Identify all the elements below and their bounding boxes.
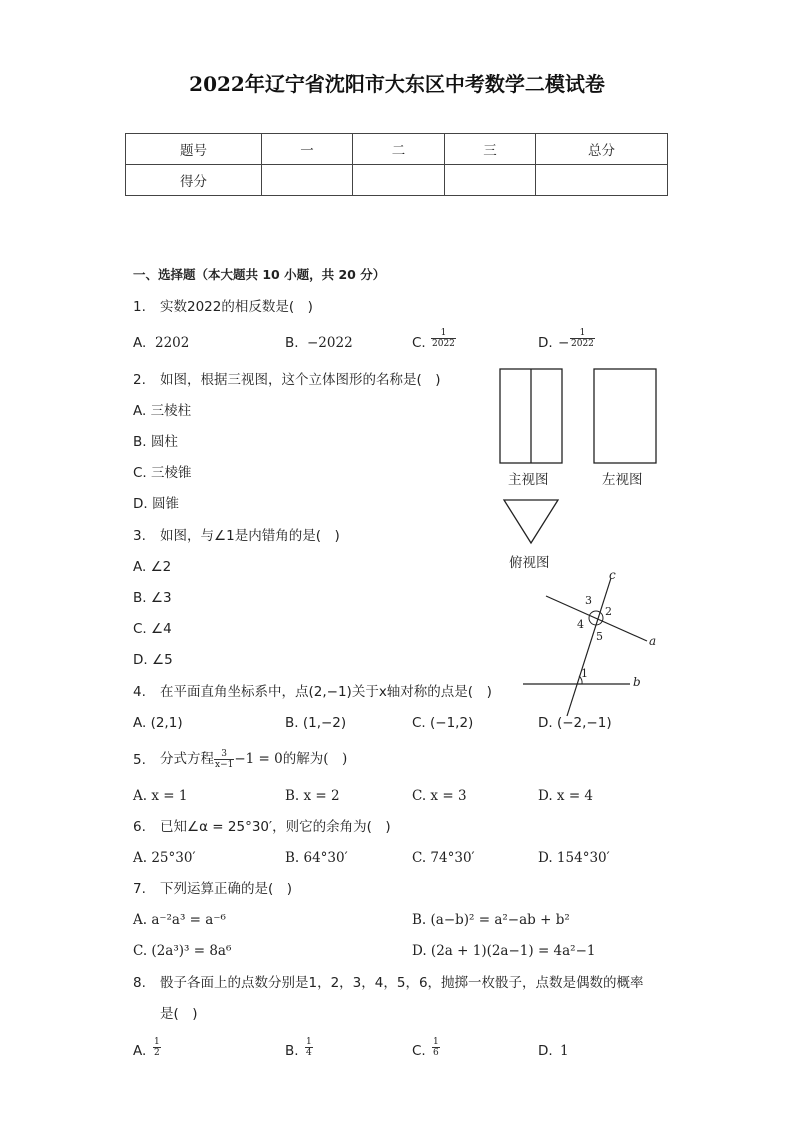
label-angle-3: 3 [585,594,592,607]
question-number: 2. [133,372,146,388]
question-stem-continued: 是( ) [160,1006,198,1022]
option: A. a⁻²a³ = a⁻⁶ [133,912,226,928]
option: C. 74°30′ [412,850,475,866]
option-value: 2202 [155,335,190,351]
option-label: C. [412,335,426,351]
option: C. x = 3 [412,788,467,804]
table-cell: 总分 [536,134,668,165]
page-title: 2022年辽宁省沈阳市大东区中考数学二模试卷 [189,72,605,96]
label-c: c [609,568,616,582]
fraction-numerator: 1 [433,1037,439,1047]
table-cell [353,165,445,196]
option: C. (2a³)³ = 8a⁶ [133,943,232,959]
option: C. 三棱锥 [133,465,192,481]
label-angle-5: 5 [596,630,603,643]
question-stem [160,745,347,773]
left-view-rect [594,369,656,463]
three-views-figure [495,365,665,545]
label-angle-1: 1 [581,667,588,680]
option: D. 圆锥 [133,496,179,512]
fraction-numerator: 1 [154,1037,160,1047]
fraction [153,1037,161,1058]
option: C. ∠4 [133,621,172,637]
option: B. 圆柱 [133,434,178,450]
option: D. 154°30′ [538,850,610,866]
option-label: B. [285,335,299,351]
table-row [126,134,668,165]
question-number: 1. [133,299,146,315]
angle-lines-figure [515,568,665,718]
fraction-numerator: 3 [214,749,234,760]
fraction-denominator: x−1 [215,759,234,770]
question-stem: 下列运算正确的是( ) [160,881,293,897]
fraction-denominator: 2022 [571,339,594,349]
question-stem: 实数2022的相反数是( ) [160,299,313,315]
fraction [570,328,595,349]
option: B. (1,−2) [285,715,347,731]
option: A. ∠2 [133,559,172,575]
option: A. 三棱柱 [133,403,192,419]
option-label: B. [285,1043,299,1059]
label-angle-2: 2 [605,605,612,618]
front-view-label: 主视图 [508,472,549,488]
option: D. (−2,−1) [538,715,612,731]
option: B. 64°30′ [285,850,348,866]
fraction [432,1037,440,1058]
option: A. (2,1) [133,715,183,731]
option: D. x = 4 [538,788,594,804]
fraction [431,328,456,349]
question-stem: 如图，根据三视图，这个立体图形的名称是( ) [160,372,441,388]
stem-text: 分式方程 [160,751,214,767]
top-view-triangle [504,500,558,543]
table-cell [262,165,353,196]
fraction-denominator: 2 [154,1048,160,1058]
left-view-label: 左视图 [602,472,643,488]
table-cell: 二 [353,134,445,165]
score-table [125,133,668,196]
question-number: 3. [133,528,146,544]
top-view-label: 俯视图 [509,555,550,571]
question-number: 5. [133,752,146,768]
question-number: 4. [133,684,146,700]
table-cell: 三 [445,134,536,165]
option: B. x = 2 [285,788,340,804]
option: C. (−1,2) [412,715,474,731]
question-number: 7. [133,881,146,897]
fraction [305,1037,313,1058]
option-label: A. [133,1043,147,1059]
stem-text: −1 = 0的解为( ) [234,751,348,767]
option-value: −2022 [307,335,353,351]
table-cell: 一 [262,134,353,165]
table-cell: 题号 [126,134,262,165]
question-stem: 已知∠α = 25°30′，则它的余角为( ) [160,819,391,835]
table-cell: 得分 [126,165,262,196]
fraction-denominator: 4 [306,1048,312,1058]
option: A. 25°30′ [133,850,196,866]
option-value: 1 [560,1043,569,1059]
option: A. x = 1 [133,788,188,804]
question-number: 8. [133,975,146,991]
question-stem: 如图，与∠1是内错角的是( ) [160,528,340,544]
table-cell [445,165,536,196]
option: D. ∠5 [133,652,173,668]
table-row [126,165,668,196]
option: B. (a−b)² = a²−ab + b² [412,912,570,928]
option: D. (2a + 1)(2a−1) = 4a²−1 [412,943,596,959]
question-stem: 骰子各面上的点数分别是1，2，3，4，5，6，抛掷一枚骰子，点数是偶数的概率 [160,975,644,991]
label-angle-4: 4 [577,618,584,631]
option-label: C. [412,1043,426,1059]
minus-sign: − [558,335,570,351]
fraction-denominator: 2022 [432,339,455,349]
label-b: b [633,675,641,689]
fraction-denominator: 6 [433,1048,439,1058]
question-number: 6. [133,819,146,835]
option-label: D. [538,1043,553,1059]
option-label: D. [538,335,553,351]
fraction-numerator: 1 [431,328,456,339]
table-cell [536,165,668,196]
fraction-numerator: 1 [306,1037,312,1047]
option-label: A. [133,335,147,351]
label-a: a [649,634,657,648]
option: B. ∠3 [133,590,172,606]
fraction-numerator: 1 [570,328,595,339]
question-stem: 在平面直角坐标系中，点(2,−1)关于x轴对称的点是( ) [160,684,492,700]
section-heading: 一、选择题（本大题共 10 小题，共 20 分） [133,267,386,282]
